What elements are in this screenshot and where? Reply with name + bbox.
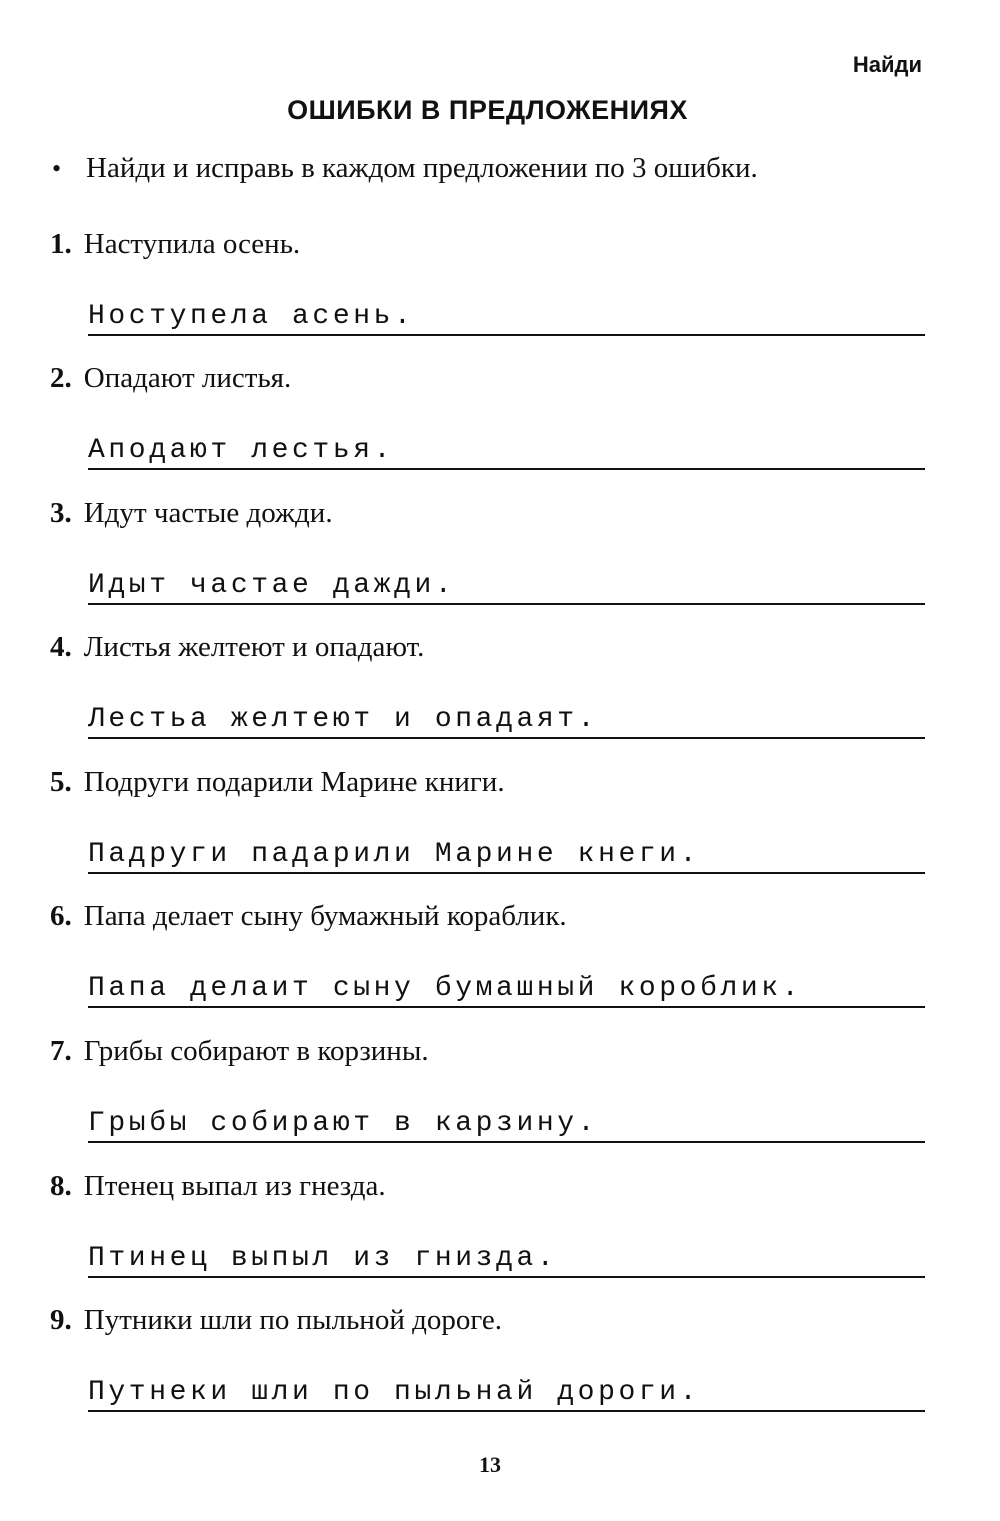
sentence-text: Идут частые дожди. — [83, 497, 333, 529]
correct-sentence — [50, 362, 291, 395]
answer-line — [88, 563, 925, 605]
item-number: 4. — [50, 631, 72, 663]
answer-text: Папа делаит сыну бумашный короблик. — [88, 973, 803, 1004]
sentence-text: Подруги подарили Марине книги. — [83, 766, 505, 798]
item-number: 2. — [50, 362, 72, 394]
exercise-item-9 — [50, 1304, 930, 1438]
correct-sentence — [50, 631, 424, 664]
page-title: ОШИБКИ В ПРЕДЛОЖЕНИЯХ — [287, 95, 688, 125]
answer-line — [88, 1101, 925, 1143]
instruction — [52, 152, 758, 185]
item-number: 6. — [50, 900, 72, 932]
instruction-text: Найди и исправь в каждом предложении по 3 ошибки. — [86, 152, 758, 184]
correct-sentence — [50, 766, 505, 799]
answer-text: Ноступела асень. — [88, 301, 415, 332]
sentence-text: Птенец выпал из гнезда. — [83, 1170, 386, 1202]
item-number: 3. — [50, 497, 72, 529]
bullet-icon: • — [52, 154, 62, 183]
correct-sentence — [50, 1304, 502, 1337]
exercise-item-8 — [50, 1170, 930, 1304]
correct-sentence — [50, 900, 567, 933]
sentence-text: Грибы собирают в корзины. — [83, 1035, 429, 1067]
sentence-text: Наступила осень. — [83, 228, 301, 260]
exercise-item-5 — [50, 766, 930, 900]
sentence-text: Путники шли по пыльной дороге. — [83, 1304, 502, 1336]
page-number: 13 — [479, 1452, 501, 1477]
answer-line — [88, 966, 925, 1008]
correct-sentence — [50, 1035, 429, 1068]
exercise-item-7 — [50, 1035, 930, 1169]
correct-sentence — [50, 228, 300, 261]
answer-line — [88, 1236, 925, 1278]
item-number: 7. — [50, 1035, 72, 1067]
answer-line — [88, 294, 925, 336]
correct-sentence — [50, 1170, 386, 1203]
section-label: Найди — [852, 52, 922, 77]
exercise-item-6 — [50, 900, 930, 1034]
answer-line — [88, 428, 925, 470]
answer-line — [88, 1370, 925, 1412]
item-number: 9. — [50, 1304, 72, 1336]
answer-line — [88, 832, 925, 874]
answer-text: Лестьа желтеют и опадаят. — [88, 704, 599, 735]
answer-text: Падруги падарили Марине кнеги. — [88, 839, 701, 870]
correct-sentence — [50, 497, 333, 530]
exercise-item-4 — [50, 631, 930, 765]
sentence-text: Листья желтеют и опадают. — [83, 631, 425, 663]
answer-line — [88, 697, 925, 739]
exercise-item-1 — [50, 228, 930, 362]
exercise-item-2 — [50, 362, 930, 496]
sentence-text: Опадают листья. — [83, 362, 292, 394]
answer-text: Путнеки шли по пыльнай дороги. — [88, 1377, 701, 1408]
answer-text: Идыт частае дажди. — [88, 570, 456, 601]
answer-text: Грыбы собирают в карзину. — [88, 1108, 599, 1139]
answer-text: Птинец выпыл из гнизда. — [88, 1243, 558, 1274]
exercise-item-3 — [50, 497, 930, 631]
sentence-text: Папа делает сыну бумажный кораблик. — [83, 900, 567, 932]
item-number: 8. — [50, 1170, 72, 1202]
answer-text: Аподают лестья. — [88, 435, 395, 466]
item-number: 5. — [50, 766, 72, 798]
item-number: 1. — [50, 228, 72, 260]
